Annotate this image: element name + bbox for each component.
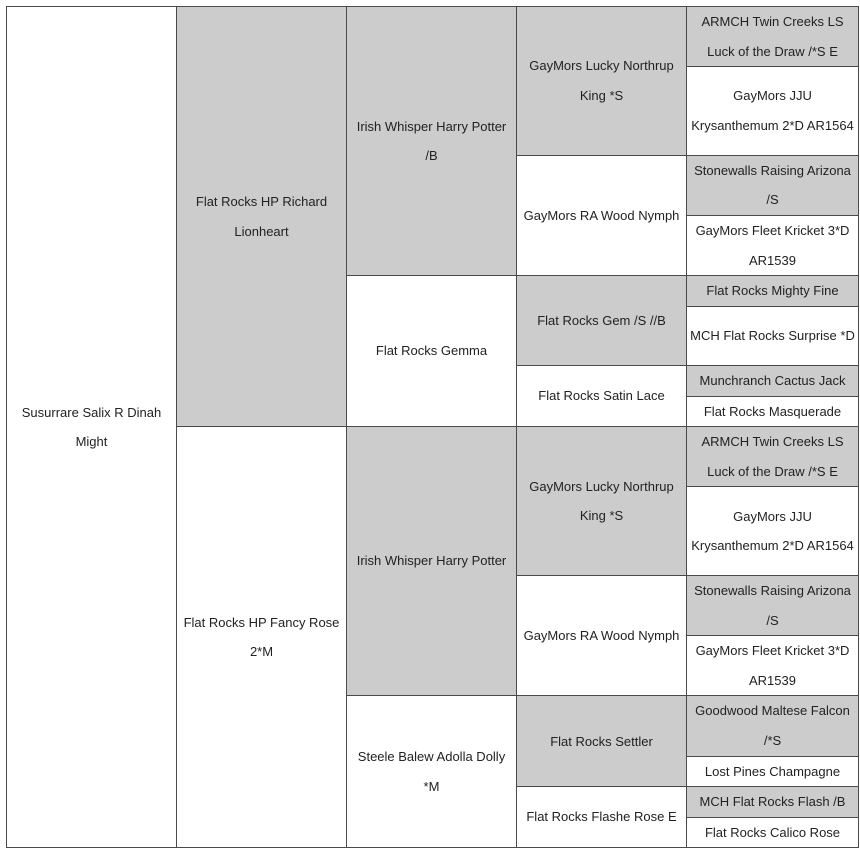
g4-ancestor-11: Stonewalls Raising Arizona /S: [687, 576, 859, 636]
g4-ancestor-4: GayMors Fleet Kricket 3*D AR1539: [687, 216, 859, 276]
g4-ancestor-14: Lost Pines Champagne: [687, 756, 859, 787]
g4-ancestor-16: Flat Rocks Calico Rose: [687, 817, 859, 848]
sire-dam: Flat Rocks Gemma: [347, 276, 517, 427]
g3-ancestor-7: Flat Rocks Settler: [517, 696, 687, 787]
g4-ancestor-15: MCH Flat Rocks Flash /B: [687, 787, 859, 818]
g3-ancestor-1: GayMors Lucky Northrup King *S: [517, 7, 687, 156]
g4-ancestor-12: GayMors Fleet Kricket 3*D AR1539: [687, 636, 859, 696]
g3-ancestor-3: Flat Rocks Gem /S //B: [517, 276, 687, 366]
g3-ancestor-5: GayMors Lucky Northrup King *S: [517, 427, 687, 576]
g4-ancestor-6: MCH Flat Rocks Surprise *D: [687, 306, 859, 365]
g4-ancestor-2: GayMors JJU Krysanthemum 2*D AR1564: [687, 67, 859, 156]
sire: Flat Rocks HP Richard Lionheart: [177, 7, 347, 427]
g4-ancestor-3: Stonewalls Raising Arizona /S: [687, 155, 859, 215]
g4-ancestor-9: ARMCH Twin Creeks LS Luck of the Draw /*S E: [687, 427, 859, 487]
g3-ancestor-8: Flat Rocks Flashe Rose E: [517, 787, 687, 848]
g3-ancestor-6: GayMors RA Wood Nymph: [517, 576, 687, 696]
g4-ancestor-8: Flat Rocks Masquerade: [687, 396, 859, 427]
g4-ancestor-13: Goodwood Maltese Falcon /*S: [687, 696, 859, 756]
pedigree-table: [6, 6, 859, 848]
dam-sire: Irish Whisper Harry Potter: [347, 427, 517, 696]
g4-ancestor-1: ARMCH Twin Creeks LS Luck of the Draw /*S E: [687, 7, 859, 67]
dam-dam: Steele Balew Adolla Dolly *M: [347, 696, 517, 848]
dam: Flat Rocks HP Fancy Rose 2*M: [177, 427, 347, 848]
g4-ancestor-7: Munchranch Cactus Jack: [687, 365, 859, 396]
g3-ancestor-4: Flat Rocks Satin Lace: [517, 365, 687, 426]
subject-animal: Susurrare Salix R Dinah Might: [7, 7, 177, 848]
g3-ancestor-2: GayMors RA Wood Nymph: [517, 155, 687, 275]
g4-ancestor-10: GayMors JJU Krysanthemum 2*D AR1564: [687, 487, 859, 576]
g4-ancestor-5: Flat Rocks Mighty Fine: [687, 276, 859, 307]
sire-sire: Irish Whisper Harry Potter /B: [347, 7, 517, 276]
